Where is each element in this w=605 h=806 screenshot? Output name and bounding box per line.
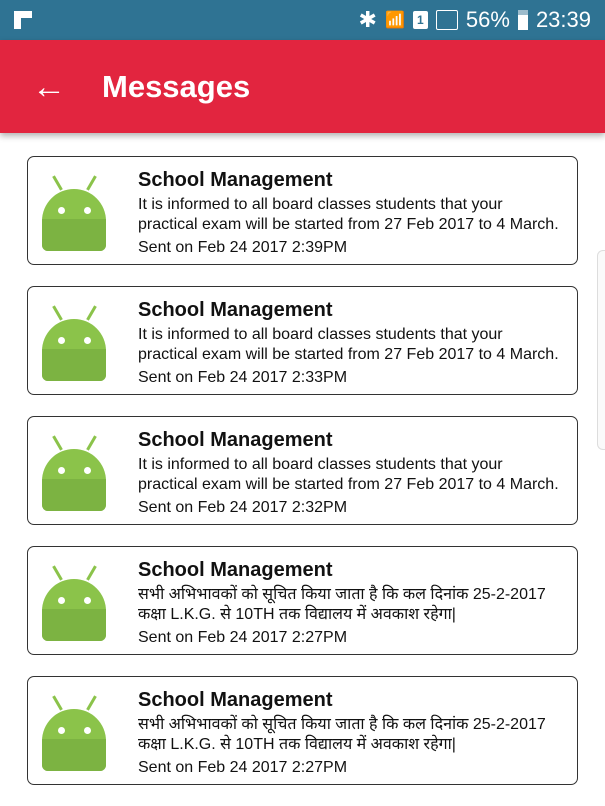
- message-sender: School Management: [138, 299, 333, 321]
- app-bar: [0, 40, 605, 133]
- message-text: It is informed to all board classes students that your practical exam will be started from 27 Feb 2017 to 4 March.: [138, 456, 559, 493]
- message-text: It is informed to all board classes students that your practical exam will be started from 27 Feb 2017 to 4 March.: [138, 196, 559, 233]
- message-text: It is informed to all board classes students that your practical exam will be started from 27 Feb 2017 to 4 March.: [138, 326, 559, 363]
- scrollbar[interactable]: [597, 250, 605, 450]
- message-list: [27, 156, 578, 806]
- android-icon: [40, 435, 108, 511]
- message-card[interactable]: [27, 546, 578, 655]
- message-sender: School Management: [138, 689, 333, 711]
- battery-icon: [518, 10, 528, 30]
- message-text: सभी अभिभावकों को सूचित किया जाता है कि कल दिनांक 25-2-2017 कक्षा L.K.G. से 10TH तक विद्यालय में अवकाश रहेगा|: [138, 716, 546, 753]
- bluetooth-icon: ✱: [358, 7, 377, 32]
- status-bar: [0, 0, 605, 40]
- android-icon: [40, 695, 108, 771]
- android-icon: [40, 175, 108, 251]
- clock: 23:39: [535, 7, 591, 32]
- battery-percent: 56%: [465, 7, 510, 32]
- message-timestamp: Sent on Feb 24 2017 2:27PM: [138, 629, 348, 646]
- page-title: Messages: [102, 68, 251, 104]
- message-timestamp: Sent on Feb 24 2017 2:27PM: [138, 759, 348, 776]
- signal-icon: [436, 10, 458, 30]
- message-timestamp: Sent on Feb 24 2017 2:39PM: [138, 239, 348, 256]
- arrow-left-icon[interactable]: ←: [32, 67, 66, 106]
- message-sender: School Management: [138, 429, 333, 451]
- message-sender: School Management: [138, 169, 333, 191]
- app-logo-icon: [14, 11, 32, 29]
- message-card[interactable]: [27, 416, 578, 525]
- message-sender: School Management: [138, 559, 333, 581]
- wifi-icon: 📶: [384, 12, 405, 29]
- message-card[interactable]: [27, 676, 578, 785]
- message-card[interactable]: [27, 156, 578, 265]
- sim-icon: 1: [413, 11, 428, 29]
- android-icon: [40, 565, 108, 641]
- message-timestamp: Sent on Feb 24 2017 2:33PM: [138, 369, 348, 386]
- message-card[interactable]: [27, 286, 578, 395]
- message-timestamp: Sent on Feb 24 2017 2:32PM: [138, 499, 348, 516]
- message-text: सभी अभिभावकों को सूचित किया जाता है कि कल दिनांक 25-2-2017 कक्षा L.K.G. से 10TH तक विद्यालय में अवकाश रहेगा|: [138, 586, 546, 623]
- android-icon: [40, 305, 108, 381]
